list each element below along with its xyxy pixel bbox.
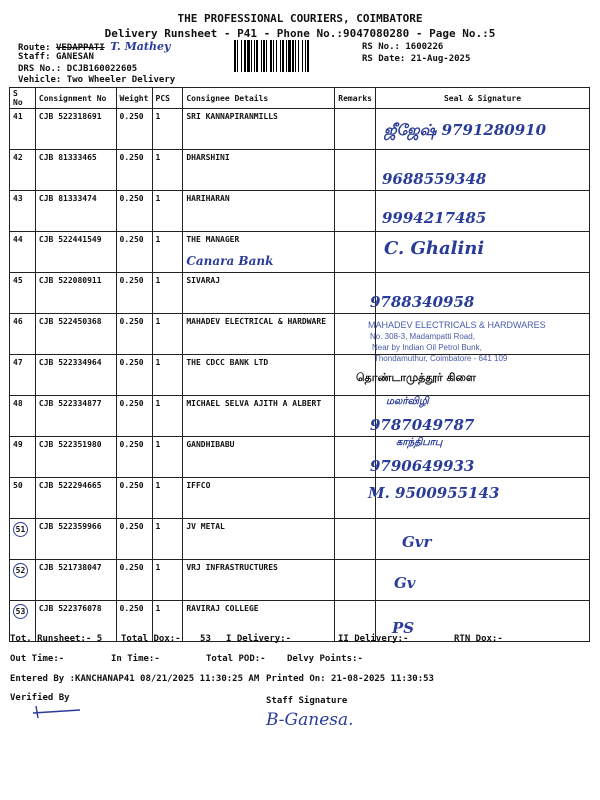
cell-pcs (152, 355, 183, 396)
cell-weight (116, 396, 152, 437)
signature-name: மலர்விழி (385, 396, 429, 407)
signature-text: Gvr (401, 533, 432, 551)
staff-line (18, 52, 94, 62)
cell-weight (116, 519, 152, 560)
cell-weight-text: 0.250 (119, 194, 144, 203)
cell-consignee-text: IFFCO (186, 481, 211, 490)
signature-text: 9994217485 (381, 209, 487, 227)
signature-text: 9688559348 (381, 170, 487, 188)
cell-consignee (183, 109, 335, 150)
staff-signature-handwritten: B-Ganesa. (266, 710, 354, 730)
vehicle-label: Vehicle: (18, 75, 62, 85)
verified-by: Verified By (10, 693, 70, 703)
cell-signature (367, 314, 589, 363)
cell-weight (116, 355, 152, 396)
out-time: Out Time:- (10, 654, 65, 664)
cell-consignment-text: CJB 522080911 (38, 276, 102, 285)
cell-weight-text: 0.250 (119, 604, 144, 613)
cell-sno-text: 43 (13, 194, 23, 203)
cell-remarks (335, 191, 376, 232)
col-header: S No (10, 88, 36, 109)
cell-sno (10, 150, 36, 191)
rs-no-label: RS No.: (362, 42, 400, 52)
cell-pcs (152, 150, 183, 191)
total-pod: Total POD:- (206, 654, 266, 664)
cell-pcs (152, 519, 183, 560)
signature-name: காந்திபாபு (395, 437, 443, 448)
cell-pcs (152, 273, 183, 314)
cell-sno (10, 232, 36, 273)
cell-consignment-text: CJB 81333474 (38, 194, 97, 203)
col-header: PCS (152, 88, 183, 109)
total-dox (121, 634, 211, 644)
cell-weight-text: 0.250 (119, 153, 144, 162)
cell-weight-text: 0.250 (119, 563, 144, 572)
cell-pcs-text: 1 (155, 440, 161, 449)
signature-text: 9790649933 (369, 457, 475, 475)
cell-remarks (335, 109, 376, 150)
cell-consignee-text: VRJ INFRASTRUCTURES (186, 563, 278, 572)
table-row (10, 232, 590, 273)
cell-consignment (35, 560, 116, 601)
cell-consignee-text: DHARSHINI (186, 153, 230, 162)
cell-consignee-text: SRI KANNAPIRANMILLS (186, 112, 278, 121)
cell-sno (10, 437, 36, 478)
cell-signature (375, 519, 589, 560)
cell-sno (10, 314, 36, 355)
cell-consignment-text: CJB 522318691 (38, 112, 102, 121)
cell-pcs-text: 1 (155, 276, 161, 285)
route-handwritten: T. Mathey (110, 40, 171, 53)
route-label: Route: (18, 43, 51, 53)
cell-consignee (183, 314, 335, 355)
stamp-line: Near by Indian Oil Petrol Bunk, (371, 343, 482, 352)
table-row (10, 560, 590, 601)
cell-consignee (183, 519, 335, 560)
cell-weight-text: 0.250 (119, 358, 144, 367)
cell-pcs-text: 1 (155, 563, 161, 572)
cell-consignee-text: GANDHIBABU (186, 440, 235, 449)
cell-signature (375, 232, 589, 273)
rs-no-line (362, 42, 443, 52)
cell-consignment-text: CJB 522334877 (38, 399, 102, 408)
cell-consignee-text: HARIHARAN (186, 194, 230, 203)
cell-consignee-text: SIVARAJ (186, 276, 221, 285)
cell-pcs (152, 478, 183, 519)
cell-sno-text: 42 (13, 153, 23, 162)
cell-sno-text: 44 (13, 235, 23, 244)
cell-remarks (335, 560, 376, 601)
cell-consignment (35, 519, 116, 560)
in-time: In Time:- (111, 654, 160, 664)
cell-consignee-text: MICHAEL SELVA AJITH A ALBERT (186, 399, 322, 408)
cell-weight-text: 0.250 (119, 522, 144, 531)
cell-weight (116, 191, 152, 232)
cell-pcs-text: 1 (155, 604, 161, 613)
signature-text: Gv (393, 574, 416, 592)
cell-pcs-text: 1 (155, 481, 161, 490)
cell-sno (10, 355, 36, 396)
ii-delivery: II Delivery:- (338, 634, 409, 644)
cell-consignment-text: CJB 522334964 (38, 358, 102, 367)
cell-signature (367, 478, 589, 519)
cell-pcs-text: 1 (155, 358, 161, 367)
cell-sno-text: 49 (13, 440, 23, 449)
cell-remarks (335, 519, 376, 560)
cell-signature (369, 273, 589, 314)
cell-consignee-text: MAHADEV ELECTRICAL & HARDWARE (186, 317, 327, 326)
signature-text: 9787049787 (369, 416, 475, 434)
cell-sno-text: 45 (13, 276, 23, 285)
cell-sno (10, 191, 36, 232)
cell-consignee-text: JV METAL (186, 522, 225, 531)
cell-weight-text: 0.250 (119, 235, 144, 244)
cell-pcs-text: 1 (155, 112, 161, 121)
route-value: VEDAPPATI (55, 43, 105, 53)
cell-consignment-text: CJB 81333465 (38, 153, 97, 162)
cell-consignee-text: THE MANAGER (186, 235, 240, 244)
cell-weight-text: 0.250 (119, 440, 144, 449)
cell-sno (10, 560, 36, 601)
signature-text: C. Ghalini (383, 238, 485, 259)
total-dox-value: 53 (200, 634, 211, 644)
cell-consignee (183, 191, 335, 232)
cell-pcs-text: 1 (155, 399, 161, 408)
cell-sno-text: 53 (13, 604, 28, 619)
barcode-bar (307, 40, 309, 72)
cell-consignment-text: CJB 522294665 (38, 481, 102, 490)
cell-signature (375, 109, 589, 150)
cell-signature (369, 396, 589, 437)
cell-weight (116, 232, 152, 273)
col-header: Consignee Details (183, 88, 335, 109)
cell-weight (116, 560, 152, 601)
stamp-line: No. 308-3, Madampatti Road, (369, 332, 475, 341)
stamp-line: Thondamuthur, Coimbatore - 641 109 (373, 354, 508, 363)
cell-weight (116, 273, 152, 314)
cell-weight (116, 150, 152, 191)
cell-weight (116, 109, 152, 150)
cell-consignee-text: THE CDCC BANK LTD (186, 358, 269, 367)
vehicle-value: Two Wheeler Delivery (66, 75, 176, 85)
table-header-row (10, 88, 590, 109)
cell-consignee (183, 560, 335, 601)
drs-value: DCJB160022605 (66, 64, 138, 74)
i-delivery: I Delivery:- (226, 634, 292, 644)
cell-consignment-text: CJB 522359966 (38, 522, 102, 531)
vehicle-line (18, 75, 175, 85)
col-header: Consignment No (35, 88, 116, 109)
cell-consignee-text: RAVIRAJ COLLEGE (186, 604, 259, 613)
rs-date-value: 21-Aug-2025 (410, 54, 471, 64)
cell-consignment (35, 273, 116, 314)
table-row (10, 191, 590, 232)
cell-pcs-text: 1 (155, 153, 161, 162)
cell-consignment-text: CJB 522376078 (38, 604, 102, 613)
delvy-points: Delvy Points:- (287, 654, 363, 664)
cell-signature (369, 437, 589, 478)
cell-consignee (183, 150, 335, 191)
cell-remarks (335, 150, 376, 191)
cell-consignment (35, 314, 116, 355)
staff-label: Staff: (18, 52, 51, 62)
signature-text: PS (391, 619, 415, 637)
cell-consignment-text: CJB 522450368 (38, 317, 102, 326)
cell-signature (375, 150, 589, 191)
table-row (10, 109, 590, 150)
verified-signature (30, 704, 86, 720)
col-header: Seal & Signature (375, 88, 589, 109)
cell-sno (10, 109, 36, 150)
consignee-note: Canara Bank (186, 254, 274, 268)
signature-text: M. 9500955143 (367, 484, 500, 502)
cell-consignee (183, 478, 335, 519)
cell-signature (375, 560, 589, 601)
cell-pcs-text: 1 (155, 235, 161, 244)
table-row (10, 273, 590, 314)
cell-weight-text: 0.250 (119, 317, 144, 326)
cell-sno-text: 41 (13, 112, 23, 121)
cell-pcs (152, 314, 183, 355)
cell-consignment (35, 150, 116, 191)
cell-consignment-text: CJB 522351980 (38, 440, 102, 449)
cell-weight (116, 478, 152, 519)
cell-pcs (152, 191, 183, 232)
runsheet-subtitle: Delivery Runsheet - P41 - Phone No.:9047080280 - Page No.:5 (104, 27, 496, 40)
cell-pcs (152, 232, 183, 273)
cell-sno-text: 47 (13, 358, 23, 367)
table-row (10, 396, 590, 437)
tot-runsheet: Tot. Runsheet:- 5 (10, 634, 103, 644)
cell-signature (355, 355, 589, 396)
runsheet-table (9, 87, 590, 642)
cell-signature (375, 191, 589, 232)
cell-pcs-text: 1 (155, 522, 161, 531)
cell-pcs (152, 437, 183, 478)
cell-weight-text: 0.250 (119, 399, 144, 408)
signature-text: ஜீஜேஷ் 9791280910 (383, 121, 547, 139)
cell-consignment (35, 232, 116, 273)
table-row (10, 355, 590, 396)
cell-pcs-text: 1 (155, 194, 161, 203)
stamp-line: MAHADEV ELECTRICALS & HARDWARES (367, 320, 546, 330)
company-title: THE PROFESSIONAL COURIERS, COIMBATORE (177, 12, 423, 25)
cell-consignment-text: CJB 521738047 (38, 563, 102, 572)
cell-weight-text: 0.250 (119, 481, 144, 490)
printed-on: Printed On: 21-08-2025 11:30:53 (266, 674, 434, 684)
cell-weight (116, 437, 152, 478)
cell-pcs (152, 560, 183, 601)
rs-date-line (362, 54, 470, 64)
total-dox-label: Total Dox:- (121, 634, 181, 644)
drs-label: DRS No.: (18, 64, 62, 74)
rtn-dox: RTN Dox:- (454, 634, 503, 644)
signature-text: 9788340958 (369, 293, 475, 311)
cell-weight-text: 0.250 (119, 112, 144, 121)
table-row (10, 478, 590, 519)
cell-pcs (152, 109, 183, 150)
cell-consignment (35, 355, 116, 396)
staff-signature-label: Staff Signature (266, 696, 348, 706)
rs-date-label: RS Date: (362, 54, 406, 64)
cell-consignee (183, 437, 335, 478)
cell-consignee (183, 273, 335, 314)
table-row (10, 437, 590, 478)
cell-sno-text: 50 (13, 481, 23, 490)
staff-value: GANESAN (55, 52, 94, 62)
cell-pcs-text: 1 (155, 317, 161, 326)
cell-sno-text: 52 (13, 563, 28, 578)
cell-consignment (35, 109, 116, 150)
cell-remarks (335, 232, 376, 273)
rs-no-value: 1600226 (405, 42, 444, 52)
cell-consignment (35, 191, 116, 232)
cell-sno-text: 46 (13, 317, 23, 326)
col-header: Weight (116, 88, 152, 109)
signature-text: தொண்டாமுத்தூர் கிளை (355, 371, 476, 384)
table-row (10, 519, 590, 560)
cell-sno (10, 478, 36, 519)
cell-consignee (183, 396, 335, 437)
table-row (10, 150, 590, 191)
cell-consignment-text: CJB 522441549 (38, 235, 102, 244)
col-header: Remarks (335, 88, 376, 109)
cell-weight-text: 0.250 (119, 276, 144, 285)
cell-weight (116, 314, 152, 355)
barcode (234, 40, 358, 72)
drs-line (18, 64, 137, 74)
entered-by: Entered By :KANCHANAP41 08/21/2025 11:30:25 AM (10, 674, 260, 684)
cell-consignee (183, 232, 335, 273)
cell-consignment (35, 396, 116, 437)
cell-consignment (35, 478, 116, 519)
cell-pcs (152, 396, 183, 437)
table-row (10, 314, 590, 355)
cell-sno (10, 396, 36, 437)
cell-sno (10, 273, 36, 314)
cell-consignment (35, 437, 116, 478)
cell-consignee (183, 355, 335, 396)
cell-sno-text: 48 (13, 399, 23, 408)
cell-sno (10, 519, 36, 560)
cell-sno-text: 51 (13, 522, 28, 537)
